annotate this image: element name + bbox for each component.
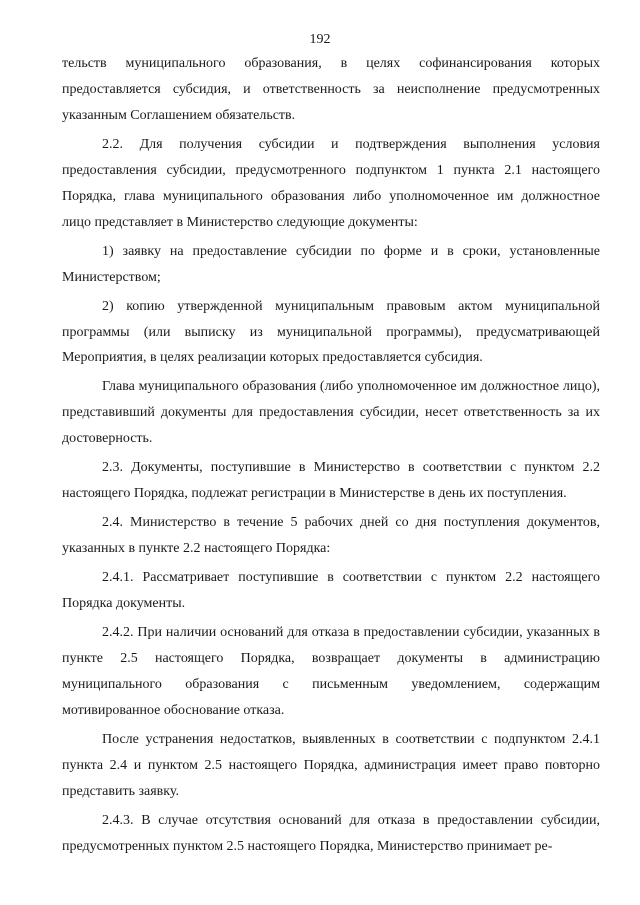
paragraph-2-3: 2.3. Документы, поступившие в Министерство в соответствии с пунктом 2.2 настоящего Порядка, подлежат регистрации в Министерстве в день их поступления.: [62, 460, 600, 502]
paragraph-responsibility: Глава муниципального образования (либо уполномоченное им должностное лицо), представивший документы для предоставления субсидии, несет ответственность за их достоверность.: [62, 379, 600, 447]
document-body: [62, 51, 600, 860]
paragraph-2-2: 2.2. Для получения субсидии и подтверждения выполнения условия предоставления субсидии, предусмотренного подпунктом 1 пункта 2.1 настоящего Порядка, глава муниципального образования либо уполномоченное им должностное лицо представляет в Министерство следующие документы:: [62, 136, 600, 230]
paragraph-2-4-1: 2.4.1. Рассматривает поступившие в соответствии с пунктом 2.2 настоящего Порядка документы.: [62, 570, 600, 612]
paragraph-continuation: тельств муниципального образования, в целях софинансирования которых предоставляется субсидия, и ответственность за неисполнение предусмотренных указанным Соглашением обязательств.: [62, 56, 600, 123]
paragraph-2-4: 2.4. Министерство в течение 5 рабочих дней со дня поступления документов, указанных в пункте 2.2 настоящего Порядка:: [62, 515, 600, 557]
paragraph-resubmission: После устранения недостатков, выявленных в соответствии с подпунктом 2.4.1 пункта 2.4 и пунктом 2.5 настоящего Порядка, администрация имеет право повторно представить заявку.: [62, 731, 600, 799]
list-item-1: 1) заявку на предоставление субсидии по форме и в сроки, установленные Министерством;: [62, 243, 600, 285]
paragraph-2-4-2: 2.4.2. При наличии оснований для отказа в предоставлении субсидии, указанных в пункте 2.5 настоящего Порядка, возвращает документы в администрацию муниципального образования с письменным уведомлением, содержащим мотивированное обоснование отказа.: [62, 625, 600, 718]
paragraph-2-4-3: 2.4.3. В случае отсутствия оснований для отказа в предоставлении субсидии, предусмотренных пунктом 2.5 настоящего Порядка, Министерство принимает ре-: [62, 812, 600, 854]
page-number: 192: [309, 32, 331, 47]
list-item-2: 2) копию утвержденной муниципальным правовым актом муниципальной программы (или выписку из муниципальной программы), предусматривающей Мероприятия, в целях реализации которых предоставляется субсидия.: [62, 298, 600, 366]
